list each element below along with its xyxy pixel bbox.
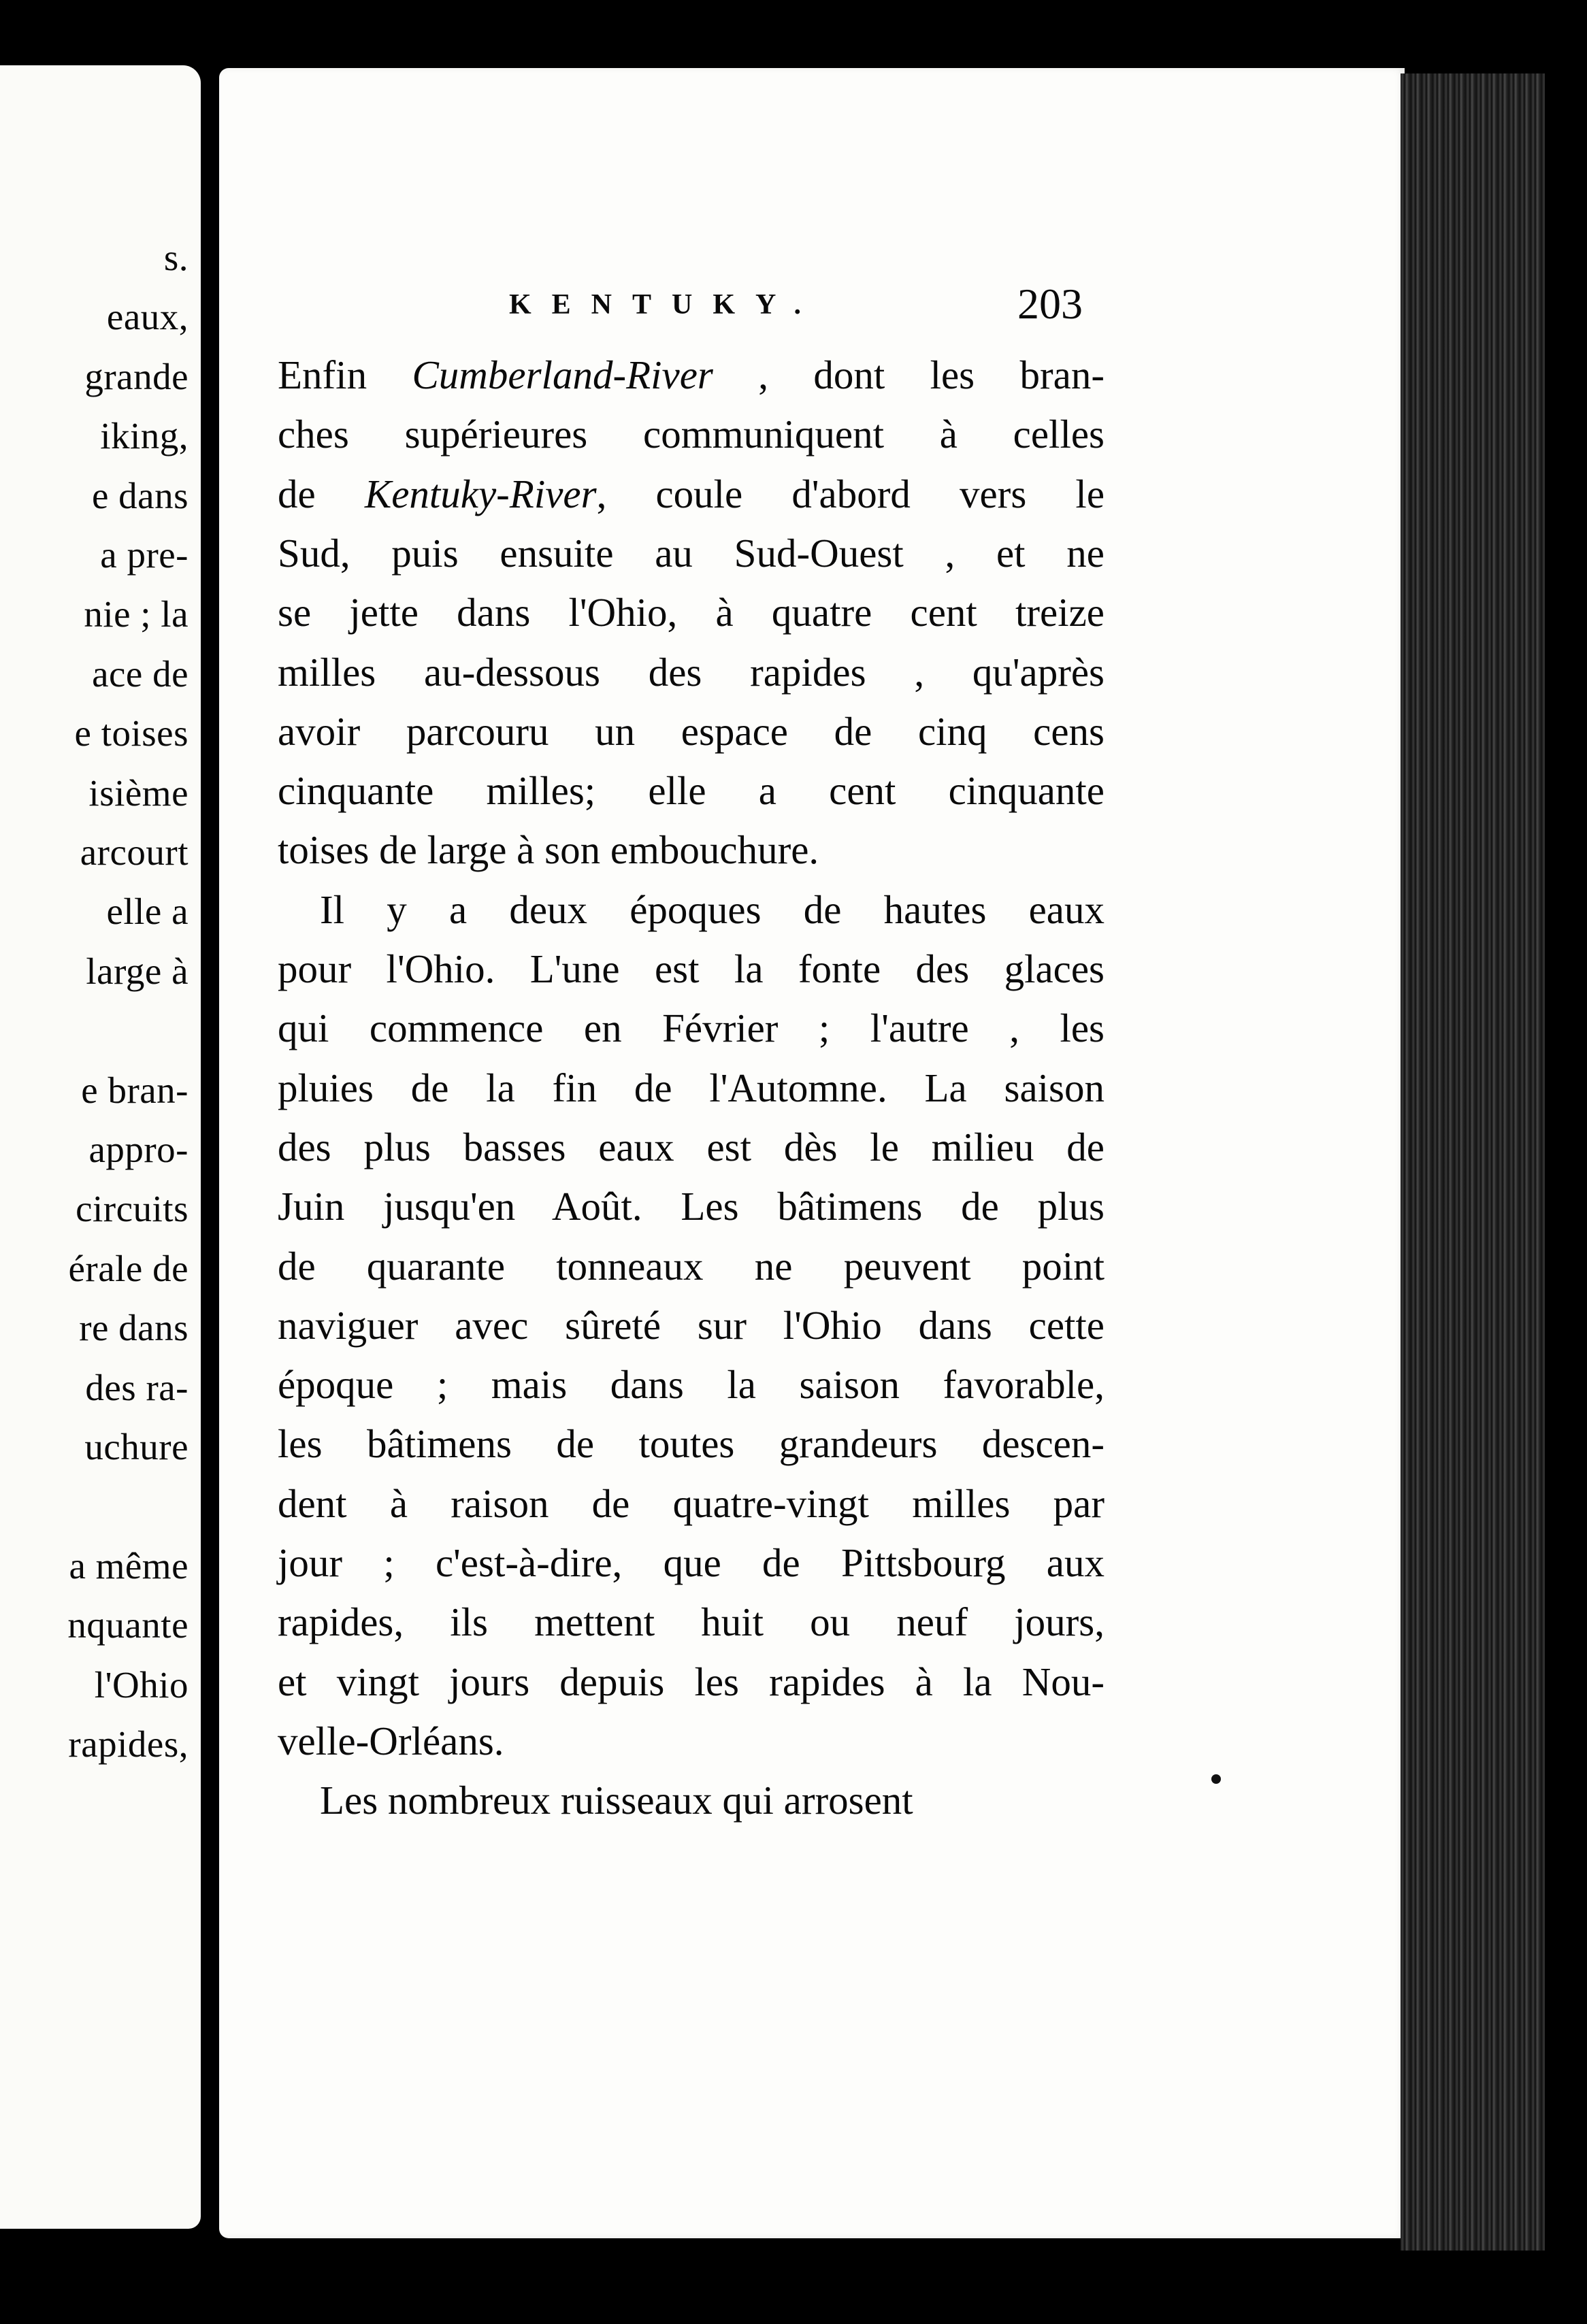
body-line: [278, 583, 1105, 642]
left-page-line: érale de: [68, 1247, 189, 1289]
body-line: [278, 643, 1105, 701]
body-line-text: Juin jusqu'en Août. Les bâtimens de plus: [278, 1184, 1105, 1229]
left-page-line: appro-: [88, 1129, 189, 1170]
left-page-line: rapides,: [68, 1723, 189, 1765]
body-line: [278, 1296, 1105, 1355]
left-page-fragment: [0, 65, 201, 2229]
page-number: 203: [1017, 280, 1083, 328]
body-line-italic: Kentuky-River: [364, 471, 597, 516]
body-line: [320, 1771, 1105, 1829]
body-line: [278, 1712, 1105, 1770]
body-line-text: velle-Orléans.: [278, 1718, 504, 1763]
body-line-text: de: [278, 471, 365, 516]
body-line-text: des plus basses eaux est dès le milieu de: [278, 1124, 1105, 1169]
body-line-text: toises de large à son embouchure.: [278, 827, 819, 873]
body-line: [278, 761, 1105, 820]
body-line-text: dent à raison de quatre-vingt milles par: [278, 1480, 1105, 1526]
body-line-text: jour ; c'est-à-dire, que de Pittsbourg aux: [278, 1540, 1105, 1585]
body-line: [278, 820, 1105, 879]
body-line: [278, 999, 1105, 1057]
left-page-line: des ra-: [85, 1366, 189, 1408]
page-edges: [1401, 73, 1552, 2251]
body-line-text: milles au-dessous des rapides , qu'après: [278, 649, 1105, 695]
body-line: [278, 1059, 1105, 1117]
body-line: [278, 1474, 1105, 1533]
body-line-text: les bâtimens de toutes grandeurs descen-: [278, 1421, 1105, 1467]
body-line-text: époque ; mais dans la saison favorable,: [278, 1362, 1105, 1408]
body-line-text: avoir parcouru un espace de cinq cens: [278, 708, 1105, 754]
body-line-text: rapides, ils mettent huit ou neuf jours,: [278, 1599, 1105, 1645]
body-line: [278, 1177, 1105, 1235]
left-page-line: a même: [69, 1544, 189, 1587]
body-line-text: se jette dans l'Ohio, à quatre cent treize: [278, 590, 1105, 635]
ink-speck: [1211, 1774, 1221, 1784]
body-line-text: , coule d'abord vers le: [596, 471, 1105, 516]
left-page-line: e bran-: [81, 1069, 189, 1111]
left-page-line: ace de: [92, 652, 189, 695]
body-line: [278, 940, 1105, 998]
body-line-text: cinquante milles; elle a cent cinquante: [278, 768, 1105, 814]
body-line: [278, 702, 1105, 761]
body-line: [278, 465, 1105, 523]
left-page-line: re dans: [79, 1307, 189, 1349]
body-line: [278, 1355, 1105, 1414]
left-page-line: circuits: [76, 1188, 189, 1230]
body-line: [278, 1533, 1105, 1592]
left-page-line: iking,: [100, 415, 189, 457]
left-page-line: isième: [88, 771, 189, 814]
left-page-line: nie ; la: [84, 593, 189, 635]
left-page-line: s.: [163, 237, 189, 278]
body-line-text: de quarante tonneaux ne peuvent point: [278, 1243, 1105, 1289]
left-page-line: arcourt: [80, 831, 189, 873]
body-line-text: Il y a deux époques de hautes eaux: [320, 886, 1105, 932]
left-page-line: l'Ohio: [94, 1663, 189, 1706]
left-page-line: e dans: [92, 474, 189, 516]
body-line-text: pluies de la fin de l'Automne. La saison: [278, 1065, 1105, 1110]
body-line-text: qui commence en Février ; l'autre , les: [278, 1006, 1105, 1051]
edge-shadow: [1545, 73, 1587, 2251]
body-line-text: , dont les bran-: [713, 352, 1105, 397]
body-line: [278, 1593, 1105, 1651]
left-page-line: eaux,: [106, 296, 189, 338]
body-line-text: Les nombreux ruisseaux qui arrosent: [320, 1778, 913, 1823]
left-page-line: large à: [86, 950, 189, 992]
body-line: [278, 1118, 1105, 1176]
body-line-text: Enfin: [278, 352, 412, 397]
left-page-line: elle a: [106, 891, 189, 933]
left-page-line: nquante: [67, 1604, 189, 1646]
left-page-line: a pre-: [100, 534, 189, 576]
running-head: KENTUKY.: [509, 289, 822, 320]
left-page-line: grande: [84, 355, 189, 397]
body-line: [278, 1237, 1105, 1295]
left-page-line: uchure: [84, 1426, 189, 1467]
body-line: [278, 405, 1105, 463]
body-line: [278, 1653, 1105, 1711]
body-line-text: Sud, puis ensuite au Sud-Ouest , et ne: [278, 530, 1105, 576]
body-line: [320, 880, 1105, 939]
body-line: [278, 1414, 1105, 1473]
body-line: [278, 524, 1105, 582]
left-page-line: e toises: [74, 712, 189, 754]
body-line-text: pour l'Ohio. L'une est la fonte des glaces: [278, 946, 1105, 991]
body-line-text: ches supérieures communiquent à celles: [278, 412, 1105, 457]
body-line-text: naviguer avec sûreté sur l'Ohio dans cette: [278, 1302, 1105, 1348]
body-line: [278, 346, 1105, 404]
body-line-italic: Cumberland-River: [412, 352, 713, 397]
body-line-text: et vingt jours depuis les rapides à la Nou-: [278, 1659, 1105, 1704]
